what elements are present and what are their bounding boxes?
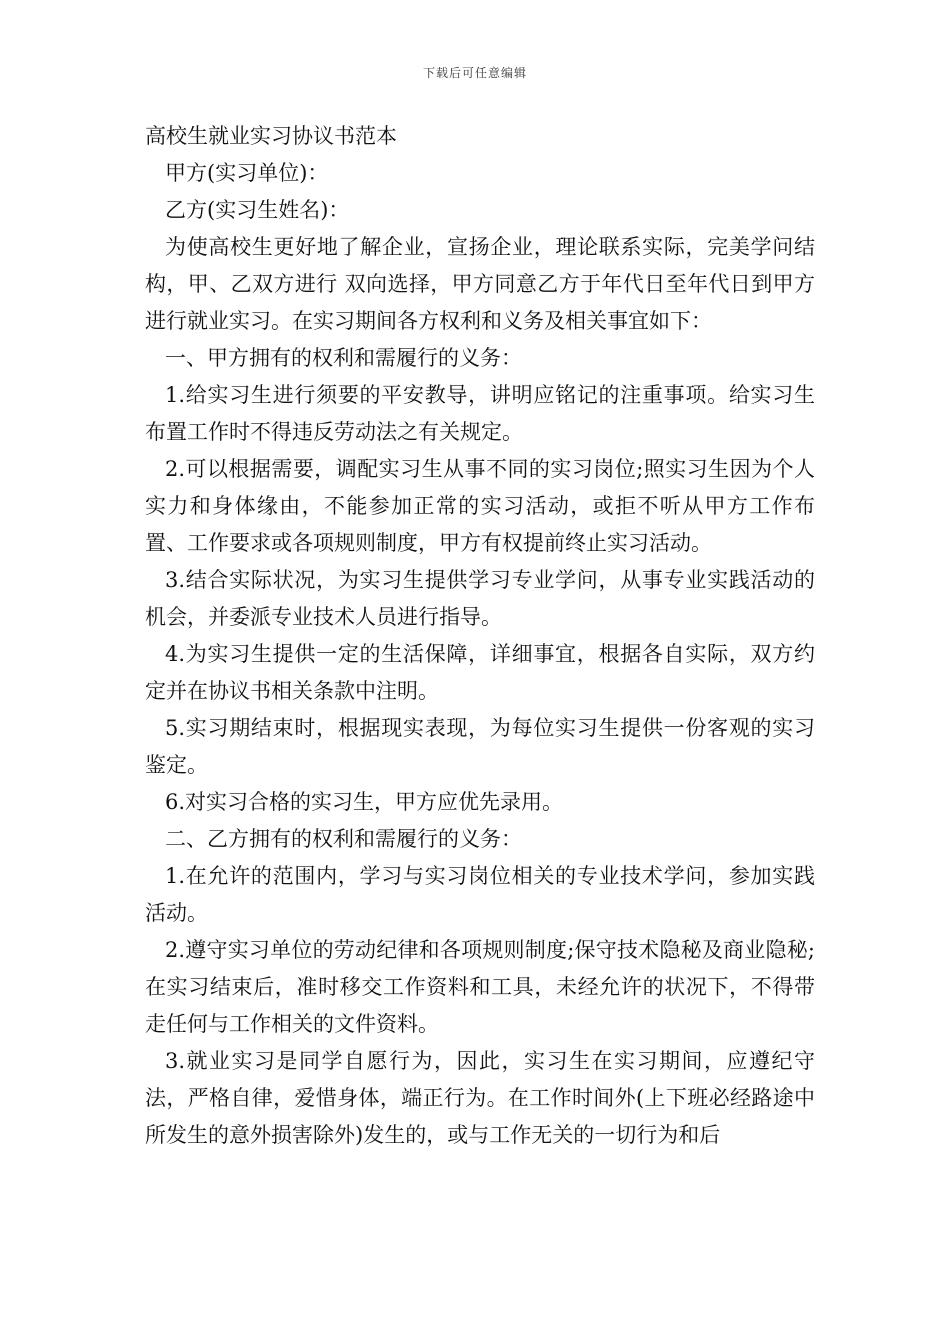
party-a-clause-2: 2.可以根据需要，调配实习生从事不同的实习岗位;照实习生因为个人实力和身体缘由，不能参加正常的实习活动，或拒不听从甲方工作布置、工作要求或各项规则制度，甲方有权提前终止实习活动。 <box>145 457 815 555</box>
party-b-line: 乙方(实习生姓名)： <box>165 198 350 222</box>
section-heading-party-b: 二、乙方拥有的权利和需履行的义务： <box>165 827 522 851</box>
party-a-clause-4: 4.为实习生提供一定的生活保障，详细事宜，根据各自实际，双方约定并在协议书相关条款中注明。 <box>145 642 815 703</box>
party-a-clause-1: 1.给实习生进行须要的平安教导，讲明应铭记的注重事项。给实习生布置工作时不得违反劳动法之有关规定。 <box>145 383 815 444</box>
party-a-line: 甲方(实习单位)： <box>165 161 329 185</box>
party-b-clause-1: 1.在允许的范围内，学习与实习岗位相关的专业技术学问，参加实践活动。 <box>145 864 815 925</box>
page-header-note: 下载后可任意编辑 <box>422 66 527 80</box>
intro-paragraph: 为使高校生更好地了解企业，宣扬企业，理论联系实际，完美学问结构，甲、乙双方进行 双向选择，甲方同意乙方于年代日至年代日到甲方进行就业实习。在实习期间各方权利和义务及相关事宜如下： <box>145 235 815 333</box>
document-title: 高校生就业实习协议书范本 <box>145 124 397 148</box>
party-b-clause-2: 2.遵守实习单位的劳动纪律和各项规则制度;保守技术隐秘及商业隐秘;在实习结束后，准时移交工作资料和工具，未经允许的状况下，不得带走任何与工作相关的文件资料。 <box>145 938 815 1036</box>
section-heading-party-a: 一、甲方拥有的权利和需履行的义务： <box>165 346 522 370</box>
party-a-clause-3: 3.结合实际状况，为实习生提供学习专业学问，从事专业实践活动的机会，并委派专业技术人员进行指导。 <box>145 568 815 629</box>
party-b-clause-3: 3.就业实习是同学自愿行为，因此，实习生在实习期间，应遵纪守法，严格自律，爱惜身体，端正行为。在工作时间外(上下班必经路途中所发生的意外损害除外)发生的，或与工作无关的一切行为和后 <box>145 1049 815 1147</box>
document-body <box>145 118 815 1154</box>
party-a-clause-5: 5.实习期结束时，根据现实表现，为每位实习生提供一份客观的实习鉴定。 <box>145 716 815 777</box>
party-a-clause-6: 6.对实习合格的实习生，甲方应优先录用。 <box>165 790 564 814</box>
